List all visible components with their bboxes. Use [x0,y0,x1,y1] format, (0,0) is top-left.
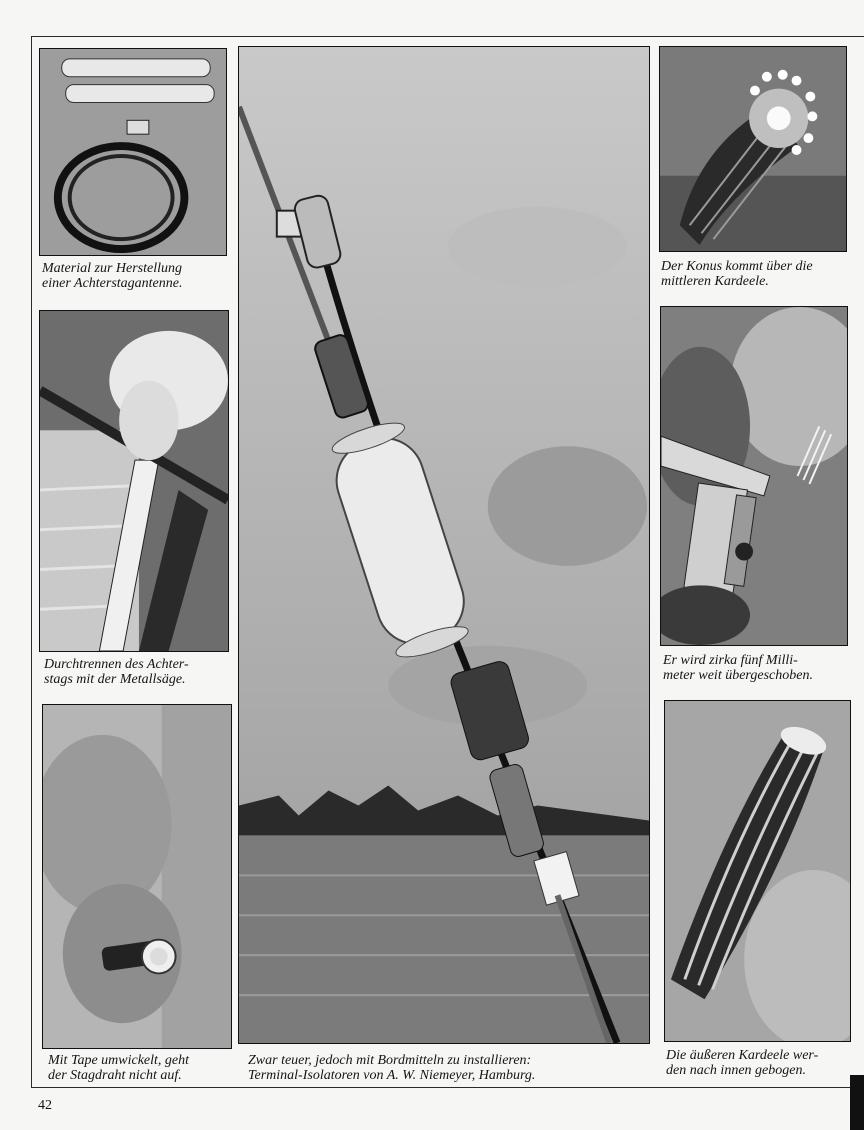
caliper-photo [660,306,848,646]
cutting-caption: Durchtrennen des Achter- stags mit der Metallsäge. [44,657,189,687]
taped-wire-photo [42,704,232,1049]
antenna-material-photo [39,48,227,256]
insulator-caption: Zwar teuer, jedoch mit Bordmitteln zu installieren: Terminal-Isolatoren von A. W. Niemeyer, Hamburg. [248,1053,536,1083]
cutting-photo [39,310,229,652]
caliper-caption: Er wird zirka fünf Milli- meter weit übergeschoben. [663,653,813,683]
cone-caption: Der Konus kommt über die mittleren Kardeele. [661,259,813,289]
page-edge-shadow [850,1075,864,1130]
insulator-icon [239,47,649,1043]
taped-wire-caption: Mit Tape umwickelt, geht der Stagdraht nicht auf. [48,1053,190,1083]
page-number: 42 [38,1098,52,1113]
strands-photo [664,700,851,1042]
strands-caption: Die äußeren Kardeele wer- den nach innen gebogen. [666,1048,819,1078]
cone-icon [660,47,846,251]
taped-wire-icon [43,705,231,1048]
cone-photo [659,46,847,252]
antenna-kit-icon [40,49,226,255]
caliper-icon [661,307,847,645]
insulator-photo [238,46,650,1044]
antenna-material-caption: Material zur Herstellung einer Achterstagantenne. [42,261,183,291]
bent-strands-icon [665,701,850,1041]
hacksaw-icon [40,311,228,651]
